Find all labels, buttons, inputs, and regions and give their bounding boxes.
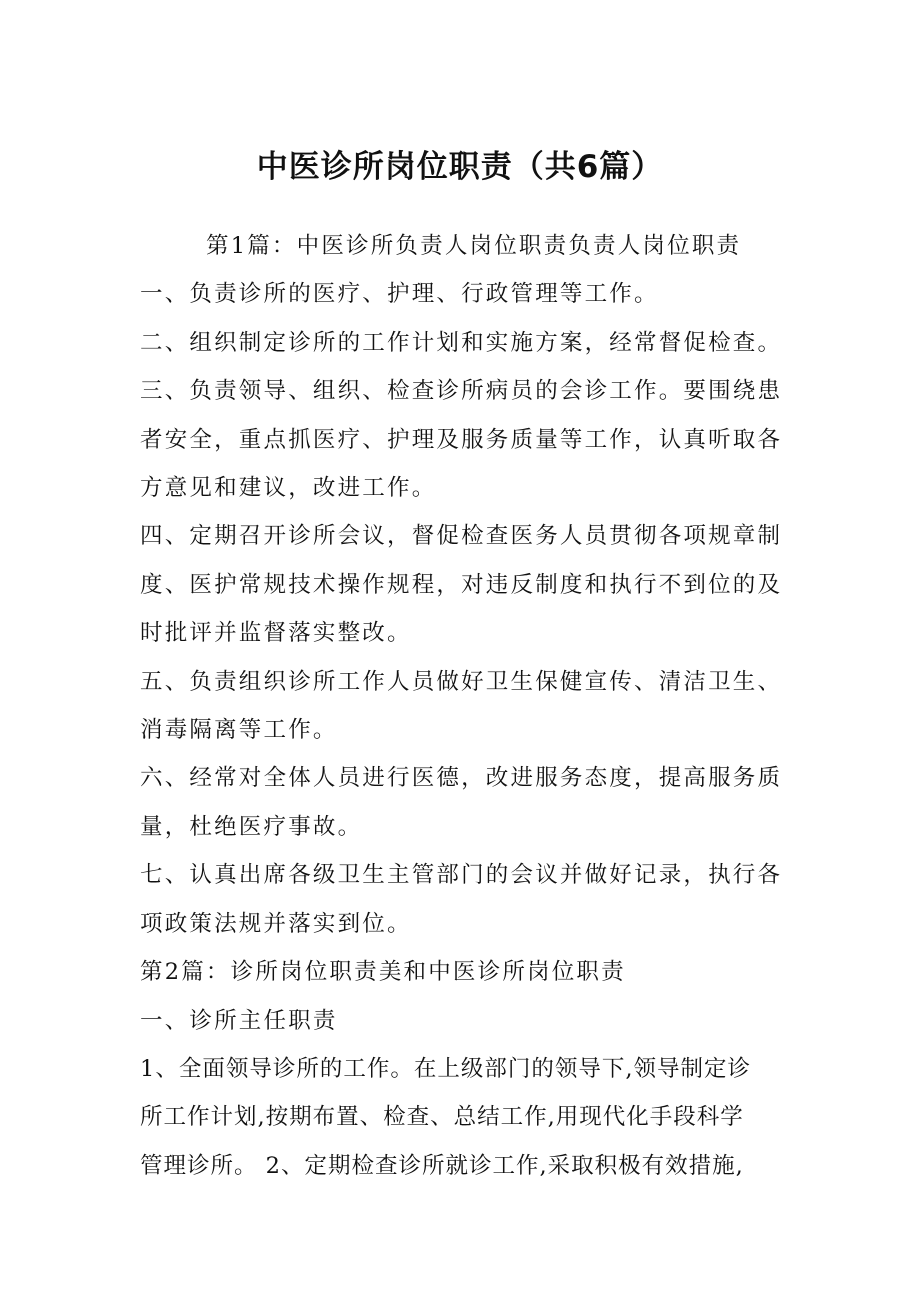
paragraph-line: 量，杜绝医疗事故。 [140, 813, 363, 840]
paragraph-line: 时批评并监督落实整改。 [140, 620, 412, 647]
paragraph-line: 方意见和建议，改进工作。 [140, 475, 437, 502]
paragraph-line: 四、定期召开诊所会议，督促检查医务人员贯彻各项规章制 [140, 523, 783, 550]
section-heading-2: 第2篇：诊所岗位职责美和中医诊所岗位职责 [140, 959, 626, 986]
paragraph-line: 一、诊所主任职责 [140, 1007, 338, 1034]
paragraph-line: 七、认真出席各级卫生主管部门的会议并做好记录，执行各 [140, 862, 783, 889]
section-heading-1: 第1篇：中医诊所负责人岗位职责负责人岗位职责 [206, 233, 742, 259]
paragraph-line: 管理诊所。 2、定期检查诊所就诊工作,采取积极有效措施, [140, 1152, 744, 1179]
paragraph-line: 六、经常对全体人员进行医德，改进服务态度，提高服务质 [140, 765, 783, 792]
paragraph-line: 度、医护常规技术操作规程，对违反制度和执行不到位的及 [140, 571, 783, 598]
paragraph-line: 二、组织制定诊所的工作计划和实施方案，经常督促检查。 [140, 329, 783, 356]
document-body [140, 222, 790, 1190]
paragraph-line: 消毒隔离等工作。 [140, 717, 338, 744]
paragraph-line: 三、负责领导、组织、检查诊所病员的会诊工作。要围绕患 [140, 378, 783, 405]
paragraph-line: 者安全，重点抓医疗、护理及服务质量等工作，认真听取各 [140, 426, 783, 453]
paragraph-line: 一、负责诊所的医疗、护理、行政管理等工作。 [140, 281, 659, 308]
paragraph-line: 五、负责组织诊所工作人员做好卫生保健宣传、清洁卫生、 [140, 668, 783, 695]
paragraph-line: 项政策法规并落实到位。 [140, 910, 412, 937]
document-title: 中医诊所岗位职责（共6篇） [256, 149, 664, 185]
paragraph-line: 所工作计划,按期布置、检查、总结工作,用现代化手段科学 [140, 1104, 744, 1131]
paragraph-line: 1、全面领导诊所的工作。在上级部门的领导下,领导制定诊 [140, 1055, 751, 1082]
